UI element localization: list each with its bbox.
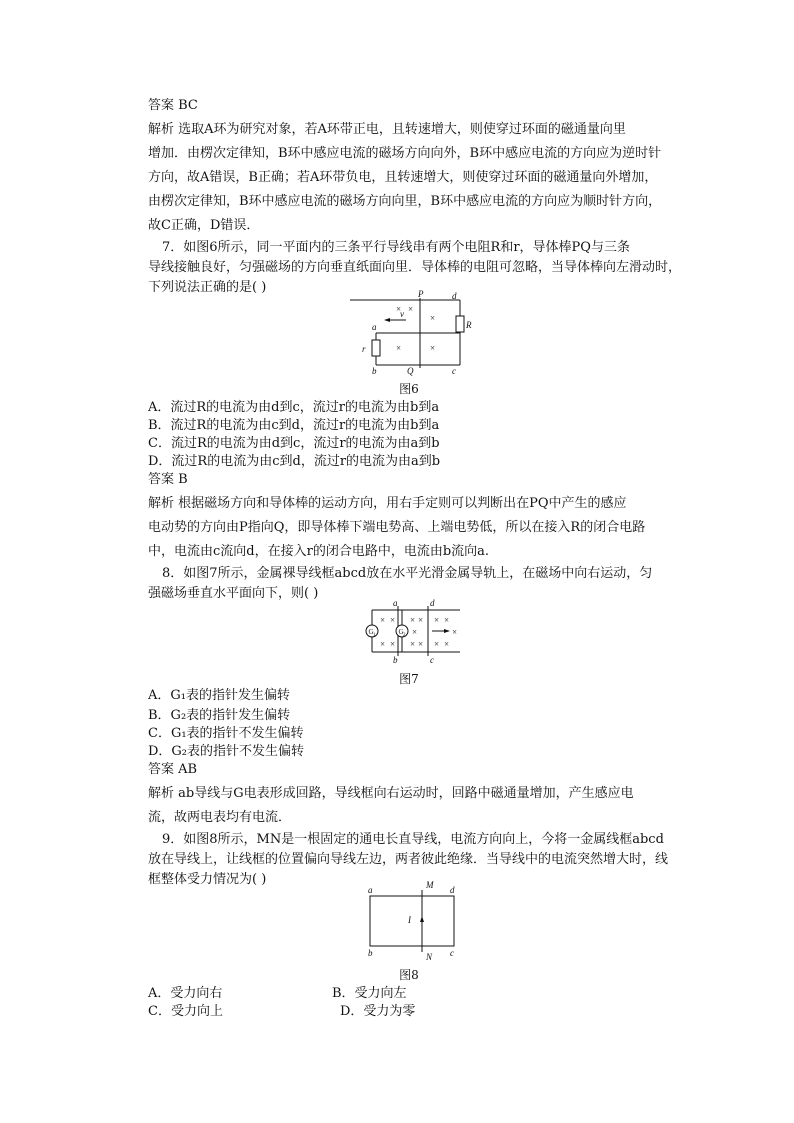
fig6-cross: × [430, 313, 436, 323]
option-7-b: B．流过R的电流为由c到d，流过r的电流为由b到a [148, 418, 440, 433]
fig6-label-d: d [452, 291, 457, 301]
fig8-label-d: d [450, 885, 455, 895]
option-8-c: C．G₁表的指针不发生偏转 [148, 726, 304, 741]
explanation-prev-3: 方向，故A错误，B正确；若A环带负电，且转速增大，则使穿过环面的磁通量向外增加， [148, 170, 658, 185]
figure-7-diagram [360, 598, 470, 668]
fig7-cross: × [418, 639, 424, 649]
figure-8-caption: 图8 [399, 968, 419, 982]
fig8-label-I: I [408, 915, 411, 925]
question-9-line-1: 9．如图8所示，MN是一根固定的通电长直导线，电流方向向上，今将一金属线框abcd [162, 832, 664, 847]
fig7-cross: × [434, 615, 440, 625]
option-9-a: A．受力向右 [148, 986, 223, 1001]
fig8-label-M: M [426, 880, 434, 890]
explanation-8-line-1: 解析 ab导线与G电表形成回路，导线框向右运动时，回路中磁通量增加，产生感应电 [148, 786, 634, 801]
fig7-cross: × [444, 639, 450, 649]
fig6-label-v: v [400, 309, 404, 319]
option-9-d: D．受力为零 [340, 1004, 416, 1019]
fig7-cross: × [434, 639, 440, 649]
explanation-7-line-2: 电动势的方向由P指向Q，即导体棒下端电势高、上端电势低，所以在接入R的闭合电路 [148, 520, 646, 535]
fig8-label-b: b [368, 948, 373, 958]
fig8-label-a: a [368, 885, 373, 895]
figure-6-caption: 图6 [399, 382, 419, 396]
explanation-7-line-1: 解析 根据磁场方向和导体棒的运动方向，用右手定则可以判断出在PQ中产生的感应 [148, 496, 627, 511]
fig6-label-b: b [372, 366, 377, 376]
fig7-cross: × [418, 615, 424, 625]
fig6-label-r: r [362, 344, 366, 354]
fig7-cross: × [390, 615, 396, 625]
option-9-b: B．受力向左 [332, 986, 407, 1001]
figure-8-diagram [360, 876, 470, 962]
fig6-label-R: R [466, 320, 472, 330]
answer-7: 答案 B [148, 472, 188, 487]
option-7-c: C．流过R的电流为由d到c，流过r的电流为由a到b [148, 436, 440, 451]
fig6-label-a: a [372, 322, 377, 332]
fig6-cross: × [430, 343, 436, 353]
question-9-line-3: 框整体受力情况为( ) [148, 872, 267, 887]
option-7-d: D．流过R的电流为由c到d，流过r的电流为由a到b [148, 454, 441, 469]
option-8-b: B．G₂表的指针发生偏转 [148, 708, 291, 723]
fig7-cross: × [390, 639, 396, 649]
fig6-label-Q: Q [407, 366, 414, 376]
explanation-prev-5: 故C正确，D错误． [148, 218, 260, 233]
explanation-7-line-3: 中，电流由c流向d，在接入r的闭合电路中，电流由b流向a. [148, 544, 490, 559]
answer-8: 答案 AB [148, 762, 198, 777]
question-9-line-2: 放在导线上，让线框的位置偏向导线左边，两者彼此绝缘．当导线中的电流突然增大时，线 [148, 852, 669, 867]
answer-prev: 答案 BC [148, 98, 198, 113]
question-8-line-2: 强磁场垂直水平面向下，则( ) [148, 586, 319, 601]
fig7-cross: × [380, 639, 386, 649]
fig7-label-G2: G [398, 628, 404, 636]
question-7-line-1: 7．如图6所示，同一平面内的三条平行导线串有两个电阻R和r，导体棒PQ与三条 [162, 240, 630, 255]
figure-7-caption: 图7 [399, 672, 419, 686]
option-7-a: A．流过R的电流为由d到c，流过r的电流为由b到a [148, 400, 440, 415]
fig7-cross: × [410, 615, 416, 625]
option-8-d: D．G₂表的指针不发生偏转 [148, 744, 305, 759]
explanation-8-line-2: 流，故两电表均有电流． [148, 810, 292, 825]
fig7-cross: × [412, 627, 418, 637]
fig8-label-c: c [450, 948, 454, 958]
explanation-prev-4: 由楞次定律知，B环中感应电流的磁场方向向里，B环中感应电流的方向应为顺时针方向， [148, 194, 662, 209]
fig7-label-b: b [393, 655, 398, 665]
fig7-label-c: c [430, 655, 434, 665]
fig6-cross: × [408, 304, 414, 314]
question-7-line-2: 导线接触良好，匀强磁场的方向垂直纸面向里．导体棒的电阻可忽略，当导体棒向左滑动时， [148, 260, 682, 275]
fig6-label-c: c [452, 366, 456, 376]
option-9-c: C．受力向上 [148, 1004, 223, 1019]
fig7-label-d: d [430, 598, 435, 608]
fig7-cross: × [410, 639, 416, 649]
fig7-label-G1-sub: 1 [373, 633, 376, 638]
fig8-label-N: N [426, 952, 433, 962]
question-8-line-1: 8．如图7所示，金属裸导线框abcd放在水平光滑金属导轨上，在磁场中向右运动，匀 [162, 566, 653, 581]
explanation-prev-2: 增加．由楞次定律知，B环中感应电流的磁场方向向外，B环中感应电流的方向应为逆时针 [148, 146, 662, 161]
fig7-cross: × [452, 627, 458, 637]
fig6-label-P: P [418, 289, 424, 299]
figure-6-diagram [340, 290, 470, 380]
fig7-cross: × [380, 615, 386, 625]
fig6-cross: × [396, 343, 402, 353]
option-8-a: A．G₁表的指针发生偏转 [148, 688, 290, 703]
question-7-line-3: 下列说法正确的是( ) [148, 280, 267, 295]
fig7-label-G1: G [368, 628, 374, 636]
fig7-label-G2-sub: 2 [403, 633, 406, 638]
fig6-cross: × [396, 304, 402, 314]
fig7-cross: × [444, 615, 450, 625]
fig7-label-a: a [393, 598, 398, 608]
explanation-prev-1: 解析 选取A环为研究对象，若A环带正电，且转速增大，则使穿过环面的磁通量向里 [148, 122, 626, 137]
